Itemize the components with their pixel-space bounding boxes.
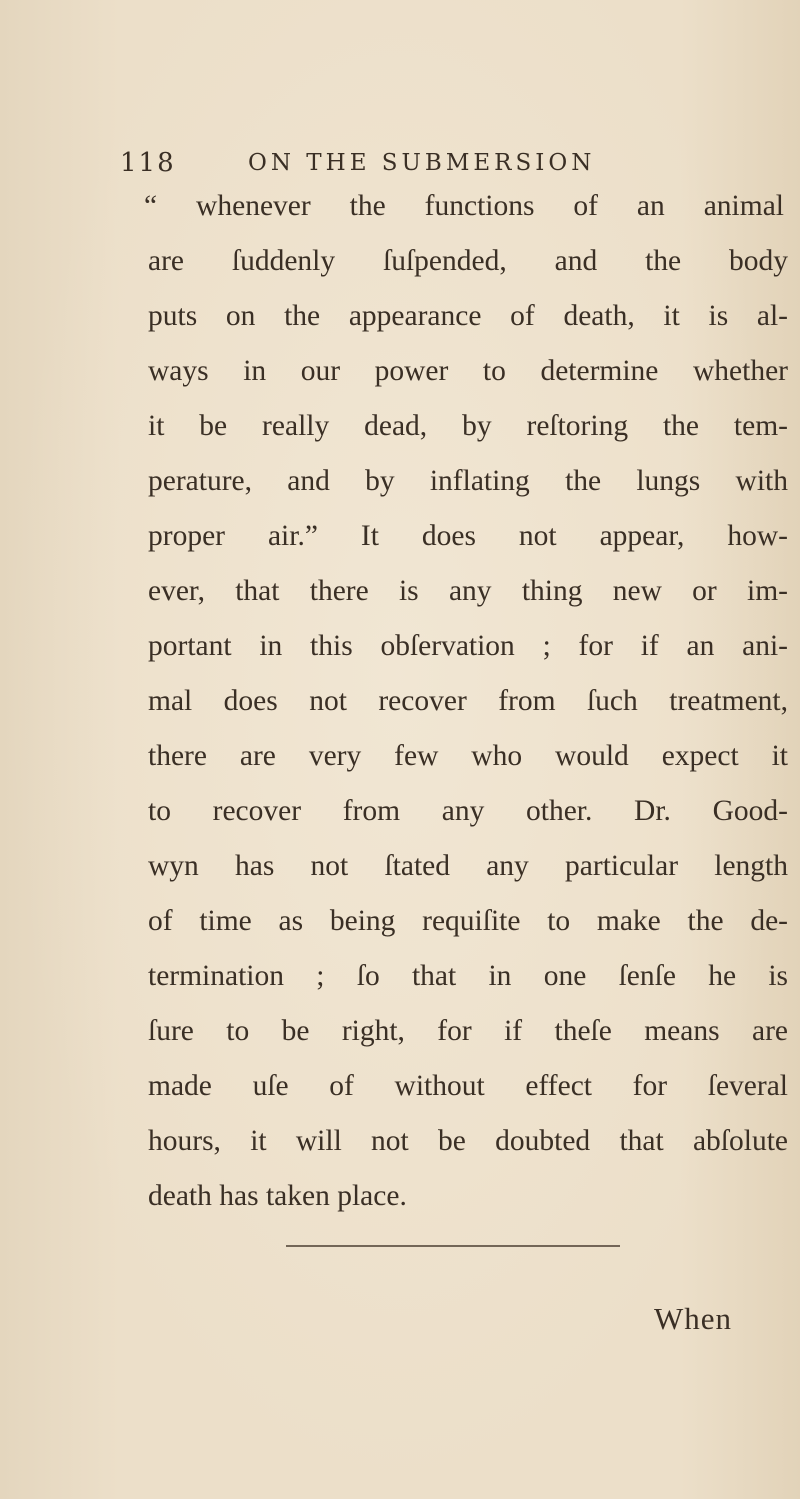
text-line: made uſe of without effect for ſeveral bbox=[148, 1070, 788, 1102]
text-line: “ whenever the functions of an animal bbox=[144, 190, 784, 222]
text-line: it be really dead, by reſtoring the tem- bbox=[148, 410, 788, 442]
text-line: perature, and by inflating the lungs with bbox=[148, 465, 788, 497]
text-line: ever, that there is any thing new or im- bbox=[148, 575, 788, 607]
text-line: of time as being requiſite to make the de- bbox=[148, 905, 788, 937]
text-line: there are very few who would expect it bbox=[148, 740, 788, 772]
text-line: ſure to be right, for if theſe means are bbox=[148, 1015, 788, 1047]
text-line: termination ; ſo that in one ſenſe he is bbox=[148, 960, 788, 992]
section-divider bbox=[286, 1245, 620, 1247]
running-head: ON THE SUBMERSION bbox=[248, 150, 596, 176]
page-header bbox=[120, 148, 680, 188]
text-line: wyn has not ſtated any particular length bbox=[148, 850, 788, 882]
text-line: death has taken place. bbox=[148, 1180, 407, 1212]
text-line: mal does not recover from ſuch treatment, bbox=[148, 685, 788, 717]
text-line: portant in this obſervation ; for if an ani- bbox=[148, 630, 788, 662]
text-line: puts on the appearance of death, it is al- bbox=[148, 300, 788, 332]
page-number: 118 bbox=[120, 148, 176, 178]
text-line: are ſuddenly ſuſpended, and the body bbox=[148, 245, 788, 277]
text-line: hours, it will not be doubted that abſolute bbox=[148, 1125, 788, 1157]
text-line: proper air.” It does not appear, how- bbox=[148, 520, 788, 552]
catchword: When bbox=[654, 1301, 733, 1336]
text-line: ways in our power to determine whether bbox=[148, 355, 788, 387]
text-line: to recover from any other. Dr. Good- bbox=[148, 795, 788, 827]
